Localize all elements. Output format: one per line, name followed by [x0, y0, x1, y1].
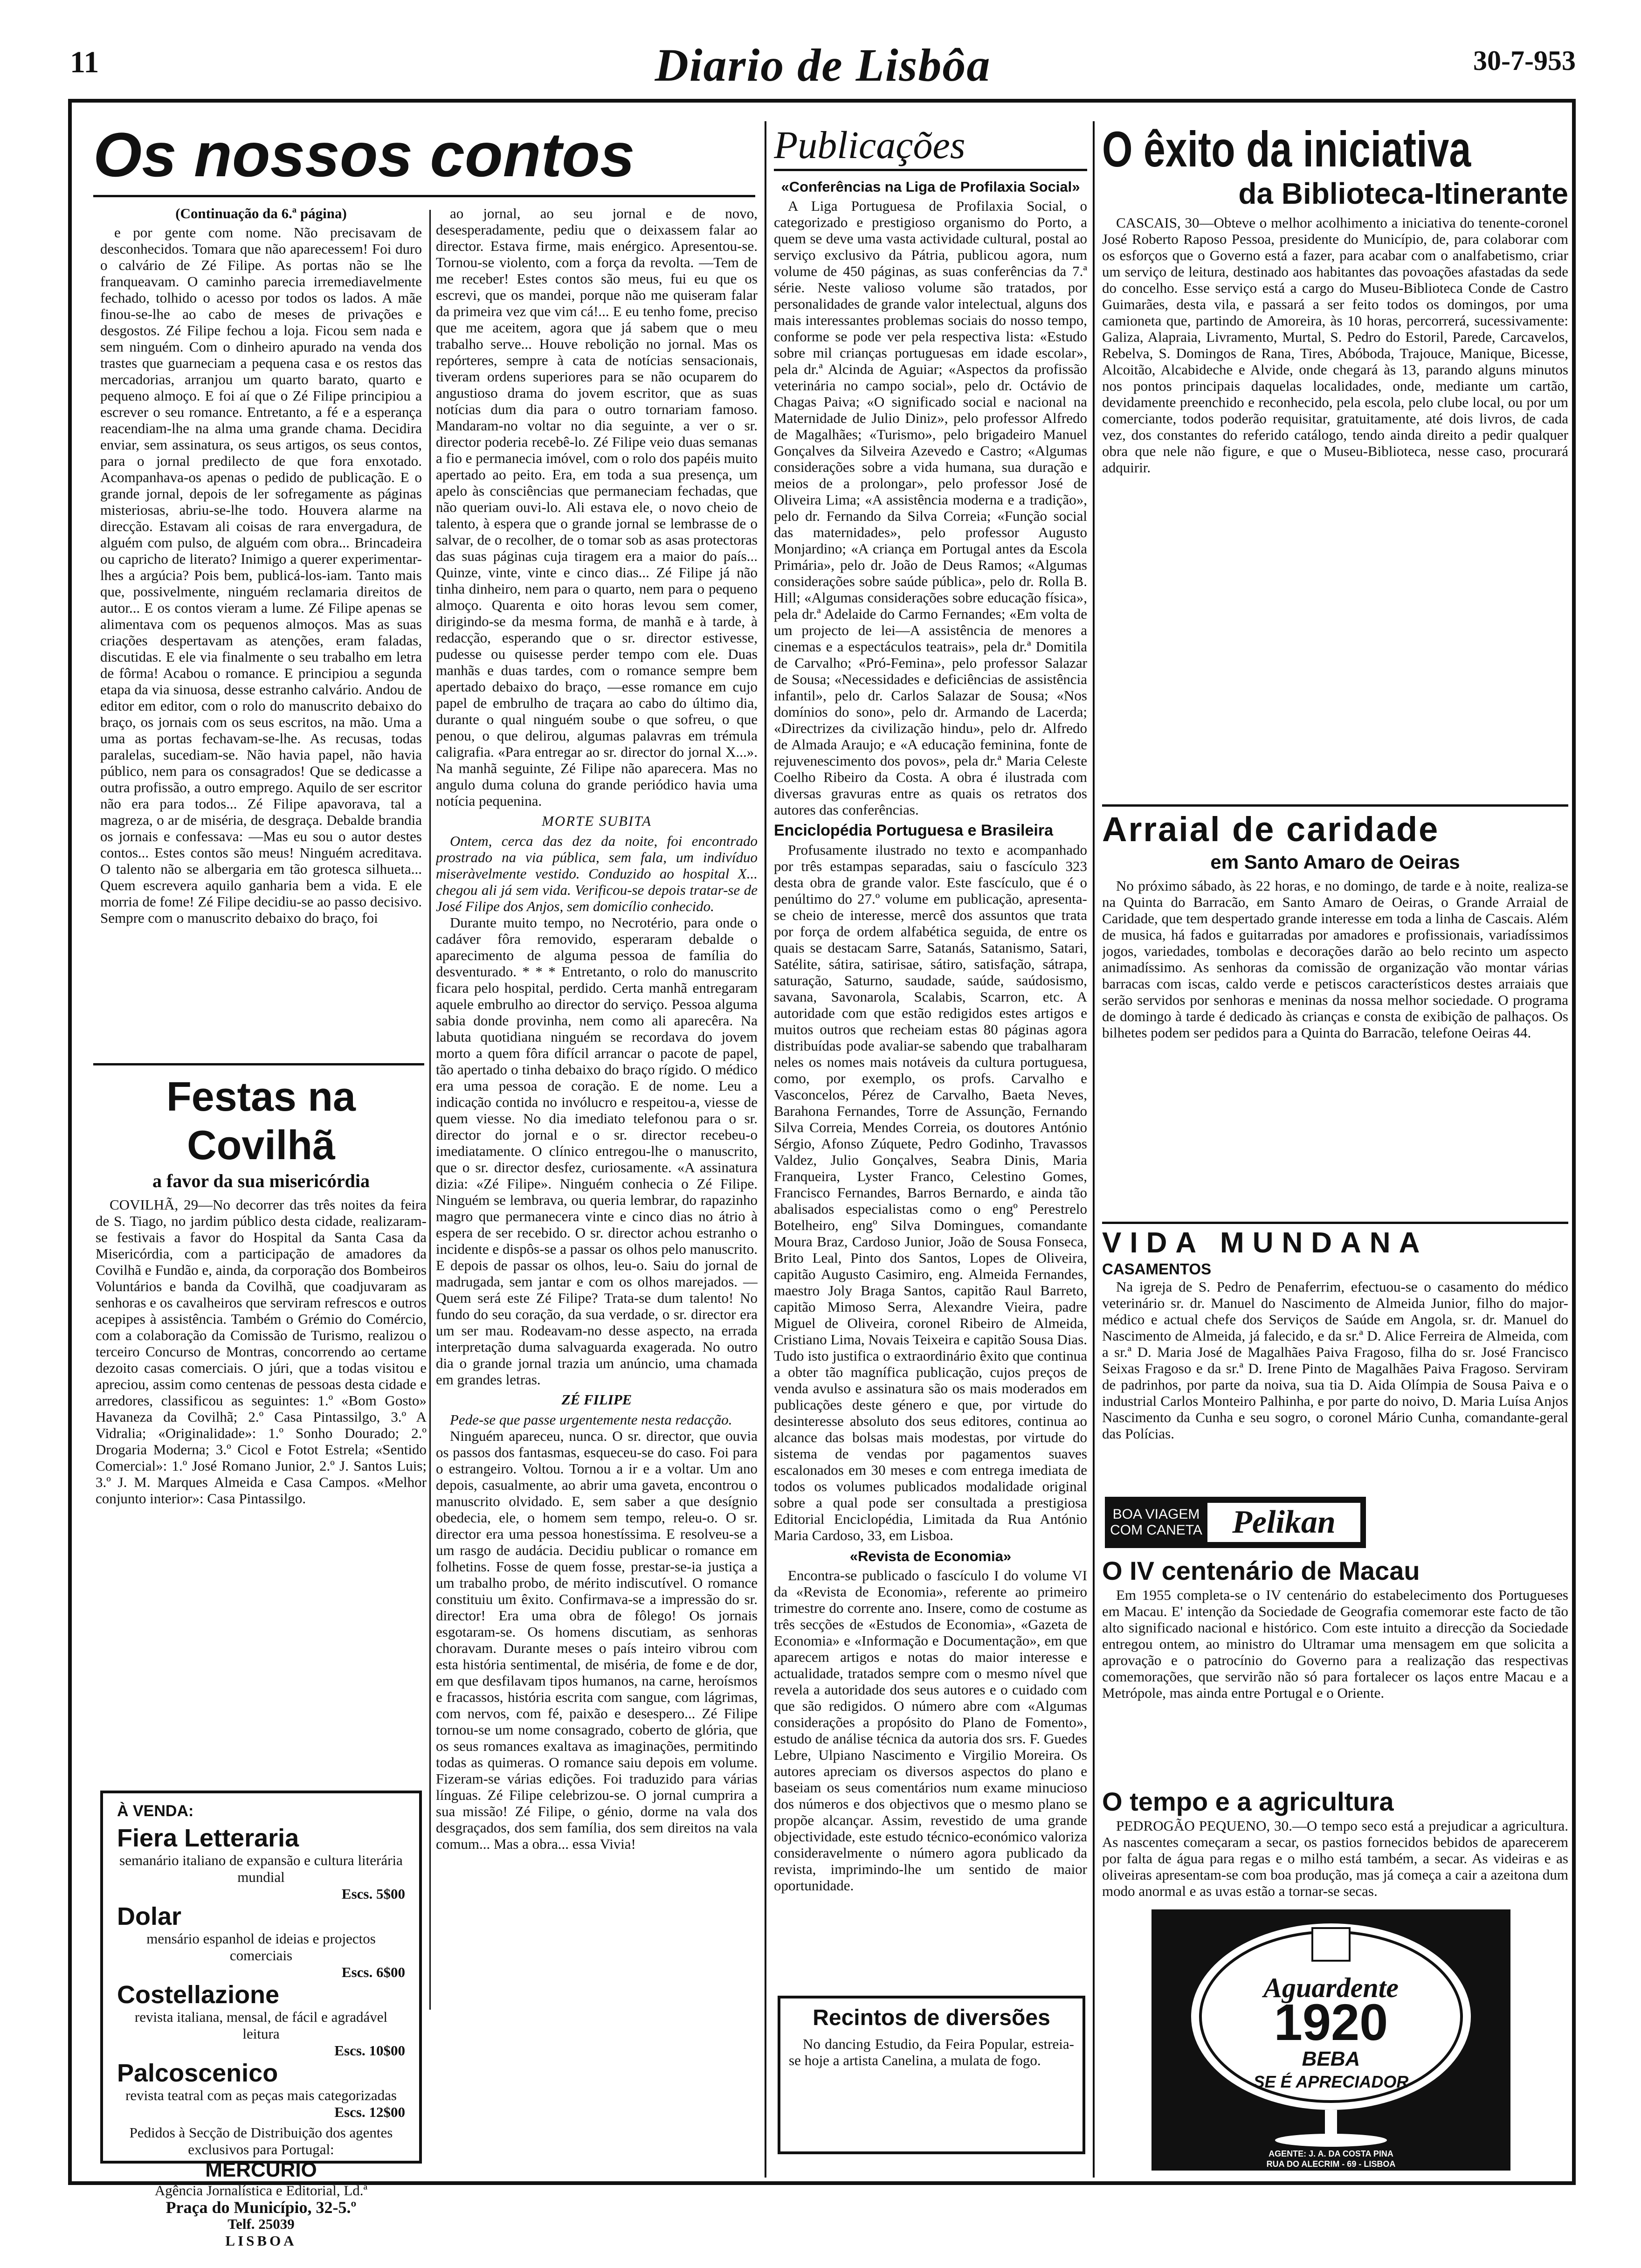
section-rule — [93, 1063, 424, 1065]
exito-article — [1102, 122, 1568, 803]
issue-date: 30-7-953 — [1473, 45, 1576, 76]
exito-title: O êxito da iniciativa — [1102, 122, 1471, 177]
venda-item-desc: revista teatral com as peças mais categorizadas — [125, 2087, 397, 2103]
vida-mundana-title: VIDA MUNDANA — [1102, 1227, 1428, 1259]
venda-phone: Telf. 25039 — [228, 2216, 295, 2232]
venda-item — [117, 1824, 405, 1902]
venda-item-name: Fiera Letteraria — [117, 1824, 299, 1852]
morte-subita-text: Ontem, cerca das dez da noite, foi encontrado prostrado na via pública, sem fala, um indivíduo miseràvelmente vestido. Conduzido ao hospital X... chegou ali já sem vida. Verificou-se depois tratar-se de José Filipe dos Anjos, sem domicílio conhecido. — [436, 833, 758, 914]
venda-box — [100, 1791, 422, 2249]
venda-item-desc: semanário italiano de expansão e cultura literária mundial — [119, 1852, 403, 1885]
arraial-text: No próximo sábado, às 22 horas, e no domingo, de tarde e à noite, realiza-se na Quinta do Barracão, em Santo Amaro de Oeiras, o Grande Arraial de Caridade, que tem despertado grande interesse em toda a linha de Cascais. Além de musica, há fados e guitarradas por amadores e profissionais, variadíssimos jogos, variedades, tombolas e decorações darão ao belo recinto um aspecto animadíssimo. As senhoras da comissão de organização vão montar várias barracas com iscas, caldo verde e petiscos característicos destes arraiais que serão servidos por senhoras e meninas da nossa melhor sociedade. O programa de domingo à tarde é dedicado às crianças e consta de exibição de palhaços. Os bilhetes podem ser pedidos para a Quinta do Barracão, telefone Oeiras 44. — [1102, 878, 1568, 1041]
ad-brand: Aguardente — [1263, 1972, 1399, 2003]
contos-text: Ninguém apareceu, nunca. O sr. director, que ouvia os passos dos fantasmas, esqueceu-se do caso. Foi para o estrangeiro. Voltou. Tornou a ir e a voltar. Um ano depois, casualmente, ao abrir uma gaveta, encontrou o manuscrito olvidado. E, sem saber a que desígnio obedecia, ele, o homem sem tempo, releu-o. O sr. director era uma pessoa honestíssima. E resolveu-se a um rasgo de audácia. Decidiu publicar o romance em folhetins. Fosse de quem fosse, prestar-se-ia justiça a um trabalho probo, de mérito indiscutível. O romance constituiu um êxito. Confirmava-se a impressão do sr. director! Era uma obra de fôlego! Os jornais esgotaram-se. Os homens discutiam, as senhoras choravam. Durante meses o país inteiro vibrou com esta história sentimental, de miséria, de fome e de dor, em que desfilavam tipos humanos, na carne, heroísmos e fracassos, história escrita com sangue, com lágrimas, com nervos, com fé, paixão e desespero... Zé Filipe tornou-se um nome consagrado, coberto de glória, que os seus romances exaltava as imaginações, permitindo todas as quimeras. O romance saiu depois em volume. Fizeram-se várias edições. Foi traduzido para várias línguas. Zé Filipe celebrizou-se. O jornal cumprira a sua missão! Zé Filipe, o génio, dorme na vala dos desgraçados, dos sem família, dos sem direitos na vala comum... Mas a obra... essa Vivia! — [436, 1428, 758, 1852]
revista-economia-heading: «Revista de Economia» — [849, 1548, 1012, 1564]
masthead — [70, 40, 1576, 96]
covilha-text: COVILHÃ, 29—No decorrer das três noites da feira de S. Tiago, no jardim público desta cidade, realizaram-se festivais a favor do Hospital da Santa Casa da Misericórdia, com a participação de amadores da Covilhã e Fundão e, ainda, da corporação dos Bombeiros Voluntários e banda da Covilhã, que coadjuvaram as senhoras e os cavalheiros que serviram refrescos e outros acepipes à assistência. Também o Grémio do Comércio, com a colaboração da Comissão de Turismo, realizou o terceiro Concurso de Montras, concorrendo ao certame dezoito casas comerciais. O júri, que a todas visitou e apreciou, assim como centenas de pessoas desta cidade e arredores, classificou as seguintes: 1.º «Bom Gosto» Havaneza da Covilhã; 2.º Casa Pintassilgo, 3.º A Vidralia; «Originalidade»: 1.º Sonho Dourado; 2.º Drogaria Moderna; 3.º Cicol e Fotot Estrela; «Sentido Comercial»: 1.º José Romano Junior, 2.º J. Santos Luis; 3.º J. M. Marques Almeida e Casa Campos. «Melhor conjunto interior»: Casa Pintassilgo. — [96, 1196, 427, 1507]
enciclopedia-text: Profusamente ilustrado no texto e acompanhado por três estampas separadas, saiu o fascículo 323 desta obra de grande valor. Este fascículo, que é o penúltimo do 27.º volume em publicação, apresenta-se cheio de interesse, mercê dos assuntos que trata por força de ordem alfabética seguida, de entre os quais se destacam Sarre, Satanás, Satanismo, Satari, Satélite, sátira, satirisae, sátiro, satisfação, sátrapa, saturação, Saturno, saudade, saúde, saúdosismo, savana, Savonarola, Scalabis, Scarron, etc. A autoridade com que estão redigidos estes artigos e muitos outros que recheiam estas 80 páginas agora distribuídas pode avaliar-se sabendo que trabalharam neles os nomes mais notáveis da cultura portuguesa, como, por exemplo, os profs. Carvalho e Vasconcelos, Pérez de Carvalho, Baeta Neves, Barahona Fernandes, Torre de Assunção, Fernando Silva Correia, Mendes Correia, os doutores António Sérgio, Afonso Zúquete, Pedro Godinho, Travassos Valdez, Julio Gonçalves, Seabra Dinis, Maria Franqueira, Lyster Franco, Celestino Gomes, Francisco Fernandes, Barros Bernardo, e ainda tão abalisados especialistas como o engº Perestrelo Botelheiro, engº Silva Domingues, comandante Moura Braz, Cardoso Junior, João de Sousa Fonseca, Brito Leal, Pinto dos Santos, Lopes de Oliveira, capitão Augusto Casimiro, eng. Almeida Fernandes, maestro Joly Braga Santos, capitão Raul Barreto, capitão Mimoso Serra, Alexandre Vieira, padre Miguel de Oliveira, coronel Ribeiro de Almeida, Cristiano Lima, Novais Teixeira e capitão Sousa Dias. Tudo isto justifica o extraordinário êxito que continua a obter tão magnífica publicação, cujos preços de venda avulso e assinatura são os mais moderados em publicações deste género e que, por virtude do desinteresse absoluto dos seus editores, continua ao alcance das bolsas mais modestas, por virtude do sistema de vendas por pagamentos suaves escalonados em 30 meses e com entrega imediata de todos os volumes publicados modalidade original sobre a qual pode ser consultada a prestigiosa Editorial Enciclopédia, Limitada da Rua António Maria Cardoso, 33, em Lisboa. — [774, 842, 1087, 1543]
page-number: 11 — [70, 45, 99, 79]
column-rule — [1093, 121, 1095, 2178]
exito-text: CASCAIS, 30—Obteve o melhor acolhimento a iniciativa do tenente-coronel José Roberto Raposo Pessoa, presidente do Município, de, para colaborar com os esforços que o Governo está a fazer, para acabar com o analfabetismo, criar um serviço de leitura, destinado aos habitantes das povoações afastadas da sede do concelho. Esse serviço está a cargo do Museu-Biblioteca Conde de Castro Guimarães, desta vila, e passará a ser feito todos os domingos, por uma camioneta que, partindo de Amoreira, às 10 horas, percorrerá, sucessivamente: Galiza, Alapraia, Livramento, Murtal, S. Pedro do Estoril, Parede, Carcavelos, Rebelva, S. Domingos de Rana, Tires, Abóboda, Trajouce, Manique, Bicesse, Alcoitão, Alcabideche e Alvide, onde chegará às 13, parando alguns minutos nos pontos principais daquelas localidades, onde, mediante um cartão, devidamente preenchido e reconhecido, pela escola, pelo clube local, ou por um comerciante, todos poderão requisitar, gratuitamente, até dois livros, de cada vez, dos constantes do referido catálogo, tendo ainda direito a pedir qualquer obra que nele não figure, e que o Museu-Biblioteca, nesse caso, procurará adquirir. — [1102, 214, 1568, 476]
ad-footer-1: AGENTE: J. A. DA COSTA PINA — [1269, 2149, 1393, 2158]
ad-slogan-2: SE É APRECIADOR — [1253, 2072, 1409, 2091]
contos-column-1 — [100, 205, 422, 1058]
ze-filipe-heading: ZÉ FILIPE — [561, 1391, 632, 1408]
recintos-box — [778, 1996, 1085, 2154]
contos-text: ao jornal, ao seu jornal e de novo, desesperadamente, pediu que o deixassem falar ao director. Estava firme, mais enérgico. Apresentou-se. Tornou-se violento, com a força da revolta. —Tem de me receber! Estes contos são meus, fui eu que os escrevi, que os mandei, porque não me quiseram falar da primeira vez que vim cá!... E eu tenho fome, preciso que me aceitem, agora que já sabem que o meu trabalho serve... Houve rebolição no jornal. Mas os repórteres, sempre à cata de notícias sensacionais, tiveram ordens superiores para se não ocuparem do angustioso drama do jovem escritor, que as suas notícias dum dia para o outro tornariam famoso. Mandaram-no voltar no dia seguinte, a ver o sr. director poderia recebê-lo. Zé Filipe veio duas semanas a fio e permanecia imóvel, com o rolo dos papéis muito apertado ao peito. Era, em toda a sua presença, um apelo às consciências que permaneciam fechadas, que não queriam ouvi-lo. Ali estava ele, o novo cheio de talento, à espera que o grande jornal se lembrasse de o salvar, de o recolher, de o tomar sob as asas protectoras das suas páginas cuja tiragem era a maior do país... Quinze, vinte, vinte e cinco dias... Zé Filipe já não tinha dinheiro, nem para o quarto, nem para o pequeno almoço. Quarenta e oito horas levou sem comer, dirigindo-se da mesma forma, de manhã e à tarde, à redacção, esperando que o sr. director estivesse, pudesse ou quisesse perder tempo com ele. Duas manhãs e duas tardes, com o romance sempre bem apertado debaixo do braço, —esse romance em cujo papel de embrulho de traçara ao cabo do último dia, durante o qual ninguém soube o que sofreu, o que penou, o que delirou, algumas palavras em trémula caligrafia. «Para entregar ao sr. director do jornal X...». Na manhã seguinte, Zé Filipe não aparecera. Mas no angulo duma coluna do grande periódico havia uma notícia pequenina. — [436, 205, 758, 809]
recintos-title: Recintos de diversões — [813, 2005, 1050, 2030]
revista-economia-text: Encontra-se publicado o fascículo I do volume VI da «Revista de Economia», referente ao primeiro trimestre do corrente ano. Insere, como de costume as três secções de «Estudos de Economia», «Gazeta de Economia» e «Informação e Documentação», em que aparecem artigos e notas do maior interesse e actualidade, tratados sempre com o mesmo nível que revela a autoridade dos seus autores e o cuidado com que são redigidos. O número abre com «Algumas considerações a propósito do Plano de Fomento», estudo de análise técnica da autoria dos srs. F. Guedes Lebre, Ulpiano Nascimento e Virgilio Moreira. Os autores apreciam os diversos aspectos do plano e baseiam os seus comentários num exame minucioso dos números e dos objectivos que o mesmo plano se propõe alcançar. Assim, revestido de uma grande objectividade, este estudo técnico-económico valoriza consideravelmente o número agora publicado da revista, imprimindo-lhe um sentido de maior oportunidade. — [774, 1567, 1087, 1894]
column-rule — [429, 210, 431, 2010]
venda-company: MERCURIO — [205, 2158, 317, 2181]
ad-year: 1920 — [1274, 1994, 1388, 2051]
pelikan-ad — [1105, 1497, 1366, 1548]
venda-item-price: Escs. 5$00 — [341, 1886, 405, 1902]
ad-slogan-1: BEBA — [1302, 2047, 1360, 2070]
venda-item-desc: revista italiana, mensal, de fácil e agradável leitura — [134, 2009, 388, 2042]
arraial-article — [1102, 809, 1568, 1220]
tempo-text: PEDROGÃO PEQUENO, 30.—O tempo seco está a prejudicar a agricultura. As nascentes começaram a secar, os pastios fornecidos bebidos de aparecerem por falta de água para regas e o milho está também, a secar. As videiras e as oliveiras apresentam-se com boa produção, mas já começa a cair a azeitona dum modo anormal e as uvas estão a tornar-se secas. — [1102, 1818, 1568, 1899]
venda-item — [117, 1981, 405, 2059]
covilha-title: Festas na Covilhã — [166, 1073, 356, 1168]
venda-header: À VENDA: — [117, 1802, 194, 1820]
venda-city: LISBOA — [225, 2233, 297, 2249]
column-rule — [765, 121, 766, 2178]
arraial-subtitle: em Santo Amaro de Oeiras — [1210, 851, 1460, 873]
morte-subita-heading: MORTE SUBITA — [541, 813, 652, 829]
publicacoes-title: Publicações — [774, 122, 1087, 171]
ze-filipe-notice: Pede-se que passe urgentemente nesta redacção. — [450, 1411, 732, 1428]
enciclopedia-heading: Enciclopédia Portuguesa e Brasileira — [774, 822, 1054, 839]
pelikan-line-2: COM CANETA — [1110, 1522, 1202, 1538]
venda-item-price: Escs. 12$00 — [334, 2104, 405, 2120]
tempo-title: O tempo e a agricultura — [1102, 1787, 1394, 1816]
newspaper-name: Diario de Lisbôa — [655, 39, 991, 91]
pelikan-line-1: BOA VIAGEM — [1112, 1507, 1200, 1522]
casamentos-text: Na igreja de S. Pedro de Penaferrim, efectuou-se o casamento do médico veterinário sr. dr. Manuel do Nascimento de Almeida Junior, filho do major-médico e actual chefe dos Serviços de Saúde em Angola, sr. dr. Manuel do Nascimento de Almeida, já falecido, e da sr.ª D. Alice Ferreira de Almeida, com a sr.ª D. Maria José de Magalhães Paiva Fragoso, filha do sr. José Francisco Seixas Fragoso e da sr.ª D. Irene Pinto de Magalhães Paiva Fragoso. Serviram de padrinhos, por parte da noiva, sua tia D. Aida Olímpia de Sousa Paiva e o industrial Carlos Monteiro Palhinha, e por parte do noivo, D. Maria Luísa Anjos Nascimento da Cunha e seu sogro, o coronel Mário Cunha, comandante-geral das Polícias. — [1102, 1279, 1568, 1442]
contos-text: e por gente com nome. Não precisavam de desconhecidos. Tomara que não aparecessem! Foi duro o calvário de Zé Filipe. As portas não se lhe franqueavam. O caminho parecia irremediavelmente fechado, tolhido o acesso por todos os lados. A mãe finou-se-lhe ao cabo de meses de privações e desgostos. Zé Filipe fechou a loja. Ficou sem nada e sem ninguém. Com o dinheiro apurado na venda dos trastes que guarneciam a pequena casa e os restos das mercadorias, arranjou um quarto barato, quarto e pequeno almoço. E foi aí que o Zé Filipe principiou a escrever o seu romance. Entretanto, a fé e a esperança reacendiam-lhe na alma uma grande chama. Decidira enviar, sem assinatura, os seus artigos, os seus contos, para o jornal predilecto de que fora enxotado. Acompanhava-os apenas o pedido de publicação. E o grande jornal, depois de ler sofregamente as páginas misteriosas, abriu-se-lhe todo. Houvera alarme na direcção. Estavam ali coisas de rara envergadura, de alguém com pulso, de alguém com obra... Brincadeira ou capricho de literato? Inimigo a querer experimentar-lhes a argúcia? Pois bem, publicá-los-iam. Tanto mais que, possivelmente, ninguém reclamaria direitos de autor... E os contos vieram a lume. Zé Filipe apenas se alimentava com os pequenos almoços. Mas as suas criações despertavam as atenções, eram faladas, discutidas. E ele via finalmente o seu trabalho em letra de fôrma! Acabou o romance. E principiou a segunda etapa da via sinuosa, desse estranho calvário. Andou de editor em editor, com o rolo do manuscrito debaixo do braço, os jornais com os seus escritos, na mão. Uma a uma as portas fechavam-se-lhe. As recusas, todas paralelas, sucediam-se. Não havia papel, não havia público, nem para os consagrados! Que se dedicasse a outra profissão, a outro emprego. Aquilo de ser escritor não era para todos... Zé Filipe apavorava, tal a magreza, o ar de miséria, de desgraça. Debalde brandia os jornais e confessava: —Mas eu sou o autor destes contos... Estes contos são meus! Ninguém acreditava. O talento não se albergaria em tão grotesca silhueta... Quem escrevera aquilo ganharia bem a vida. E ele morria de fome! Zé Filipe decidiu-se ao passo decisivo. Sempre com o manuscrito debaixo do braço, foi — [100, 224, 422, 926]
exito-subtitle: da Biblioteca-Itinerante — [1238, 177, 1568, 210]
title-rule — [93, 195, 755, 197]
venda-item-price: Escs. 6$00 — [341, 1964, 405, 1980]
venda-note: Pedidos à Secção de Distribuição dos agentes exclusivos para Portugal: — [129, 2124, 393, 2157]
venda-item-name: Palcoscenico — [117, 2059, 278, 2087]
pelikan-tagline — [1105, 1507, 1207, 1538]
contos-column-2 — [436, 205, 758, 2159]
covilha-article — [96, 1072, 427, 1786]
arraial-title: Arraial de caridade — [1102, 810, 1440, 849]
aguardente-ad — [1151, 1909, 1510, 2171]
venda-item-name: Costellazione — [117, 1981, 280, 2009]
glass-foot — [1275, 2134, 1387, 2147]
contos-text: Durante muito tempo, no Necrotério, para onde o cadáver fôra removido, esperaram debalde o aparecimento de alguma pessoa de família do desventurado. * * * Entretanto, o rolo do manuscrito ficara pelo hospital, perdido. Certa manhã entregaram aquele embrulho ao director do serviço. Pessoa alguma sabia donde provinha, nem como ali aparecêra. Na labuta quotidiana ninguém se recordava do jovem morto a quem fôra difícil arrancar o pacote de papel, tão apertado o tinha debaixo do braço rígido. O médico era uma pessoa de coração. E de nome. Leu a indicação contida no invólucro e respeitou-a, viesse de quem viesse. No dia imediato telefonou para o sr. director do jornal e o sr. director recebeu-o imediatamente. O clínico entregou-lhe o manuscrito, que o sr. director desfez, curiosamente. «A assinatura dizia: «Zé Filipe». Ninguém conhecia o Zé Filipe. Ninguém se lembrava, ou queria lembrar, do rapazinho magro que permanecera vinte e cinco dias no átrio à espera de ser recebido. O sr. director achou estranho o incidente e dispôs-se a passar os olhos pelo manuscrito. E depois de passar os olhos, leu-o. Saiu do jornal de madrugada, sem jantar e com os olhos marejados. —Quem será este Zé Filipe? Trata-se dum talento! No fundo do seu coração, da sua verdade, o sr. director era um ser mau. Rodeavam-no desse aspecto, na errada interpretação duma salvaguarda exagerada. No outro dia o grande jornal trazia um anúncio, uma chamada em grandes letras. — [436, 914, 758, 1388]
covilha-subtitle: a favor da sua misericórdia — [152, 1170, 370, 1191]
section-rule — [1102, 1222, 1568, 1224]
publicacoes-column — [774, 122, 1087, 2178]
casamentos-heading: CASAMENTOS — [1102, 1260, 1212, 1278]
crest-icon — [1312, 1928, 1350, 1961]
venda-item-name: Dolar — [117, 1902, 182, 1930]
continuation-note: (Continuação da 6.ª página) — [175, 205, 347, 221]
macau-title: O IV centenário de Macau — [1102, 1556, 1420, 1585]
venda-item-price: Escs. 10$00 — [334, 2042, 405, 2059]
brandy-glass-graphic — [1151, 1909, 1510, 2171]
venda-item-desc: mensário espanhol de ideias e projectos comerciais — [146, 1930, 376, 1964]
venda-company-desc: Agência Jornalística e Editorial, Ld.ª — [154, 2182, 368, 2199]
liga-text: A Liga Portuguesa de Profilaxia Social, o categorizado e prestigioso organismo do Porto, a quem se deve uma vasta actividade cultural, postal ao serviço exclusivo da Pátria, publicou agora, num volume de 450 páginas, as suas conferências da 7.ª série. Neste valioso volume são tratados, por personalidades de grande valor intelectual, alguns dos mais interessantes problemas sociais do nosso tempo, conforme se pode ver pela respectiva lista: «Estudo sobre mil crianças portuguesas em idade escolar», pela dr.ª Alcinda de Aguiar; «Aspectos da profissão veterinária no campo social», pelo dr. Octávio de Chagas Paiva; «O significado social e nacional na Maternidade de Julio Diniz», pelo professor Alfredo de Magalhães; «Turismo», pelo brigadeiro Manuel Gonçalves da Silveira Azevedo e Castro; «Algumas considerações sobre a vida humana, sua duração e meios de a prolongar», pelo professor José de Oliveira Lima; «A assistência moderna e a tradição», pelo dr. Fernando da Silva Correia; «Função social das maternidades», pelo professor Augusto Monjardino; «A criança em Portugal antes da Escola Primária», pelo dr. João de Deus Ramos; «Algumas considerações sobre saúde pública», pelo dr. Rolla B. Hill; «Algumas considerações sobre educação física», pela dr.ª Adelaide do Carmo Fernandes; «Em volta de um projecto de lei—A assistência de menores a cinemas e a espectáculos teatrais», pela dr.ª Domitila de Carvalho; «Pró-Femina», pelo professor Salazar de Sousa; «Necessidades e deficiências de assistência infantil», pelo dr. Carlos Salazar de Sousa; «Nos domínios do sono», pelo dr. Armando de Lacerda; «Directrizes da civilização hindu», pelo dr. Alfredo de Almada Araujo; e «A educação feminina, fonte de rejuvenescimento dos povos», pela dr.ª Maria Celeste Coelho Ribeiro da Costa. A obra é ilustrada com diversas gravuras entre as quais os retratos dos autores das conferências. — [774, 198, 1087, 818]
venda-item — [117, 1902, 405, 1981]
section-rule — [1102, 804, 1568, 807]
pelikan-logo: Pelikan — [1207, 1503, 1360, 1542]
venda-address: Praça do Município, 32-5.º — [165, 2198, 357, 2217]
contos-title: Os nossos contos — [93, 120, 635, 190]
venda-item — [117, 2059, 405, 2121]
liga-heading: «Conferências na Liga de Profilaxia Social» — [781, 179, 1080, 195]
vida-mundana-article — [1102, 1226, 1568, 1492]
ad-footer-2: RUA DO ALECRIM - 69 - LISBOA — [1266, 2159, 1396, 2169]
recintos-text: No dancing Estudio, da Feira Popular, estreia-se hoje a artista Canelina, a mulata de fogo. — [789, 2036, 1074, 2068]
macau-text: Em 1955 completa-se o IV centenário do estabelecimento dos Portugueses em Macau. E' intenção da Sociedade de Geografia comemorar este facto de tão alto significado nacional e histórico. Com este intuito a direcção da Sociedade entregou ontem, ao ministro do Ultramar uma mensagem em que solicita a aprovação e o patrocínio do Governo para a realização das respectivas comemorações, que servirão não só para fortalecer os laços entre Macau e a Metrópole, mas ainda entre Portugal e o Oriente. — [1102, 1587, 1568, 1701]
